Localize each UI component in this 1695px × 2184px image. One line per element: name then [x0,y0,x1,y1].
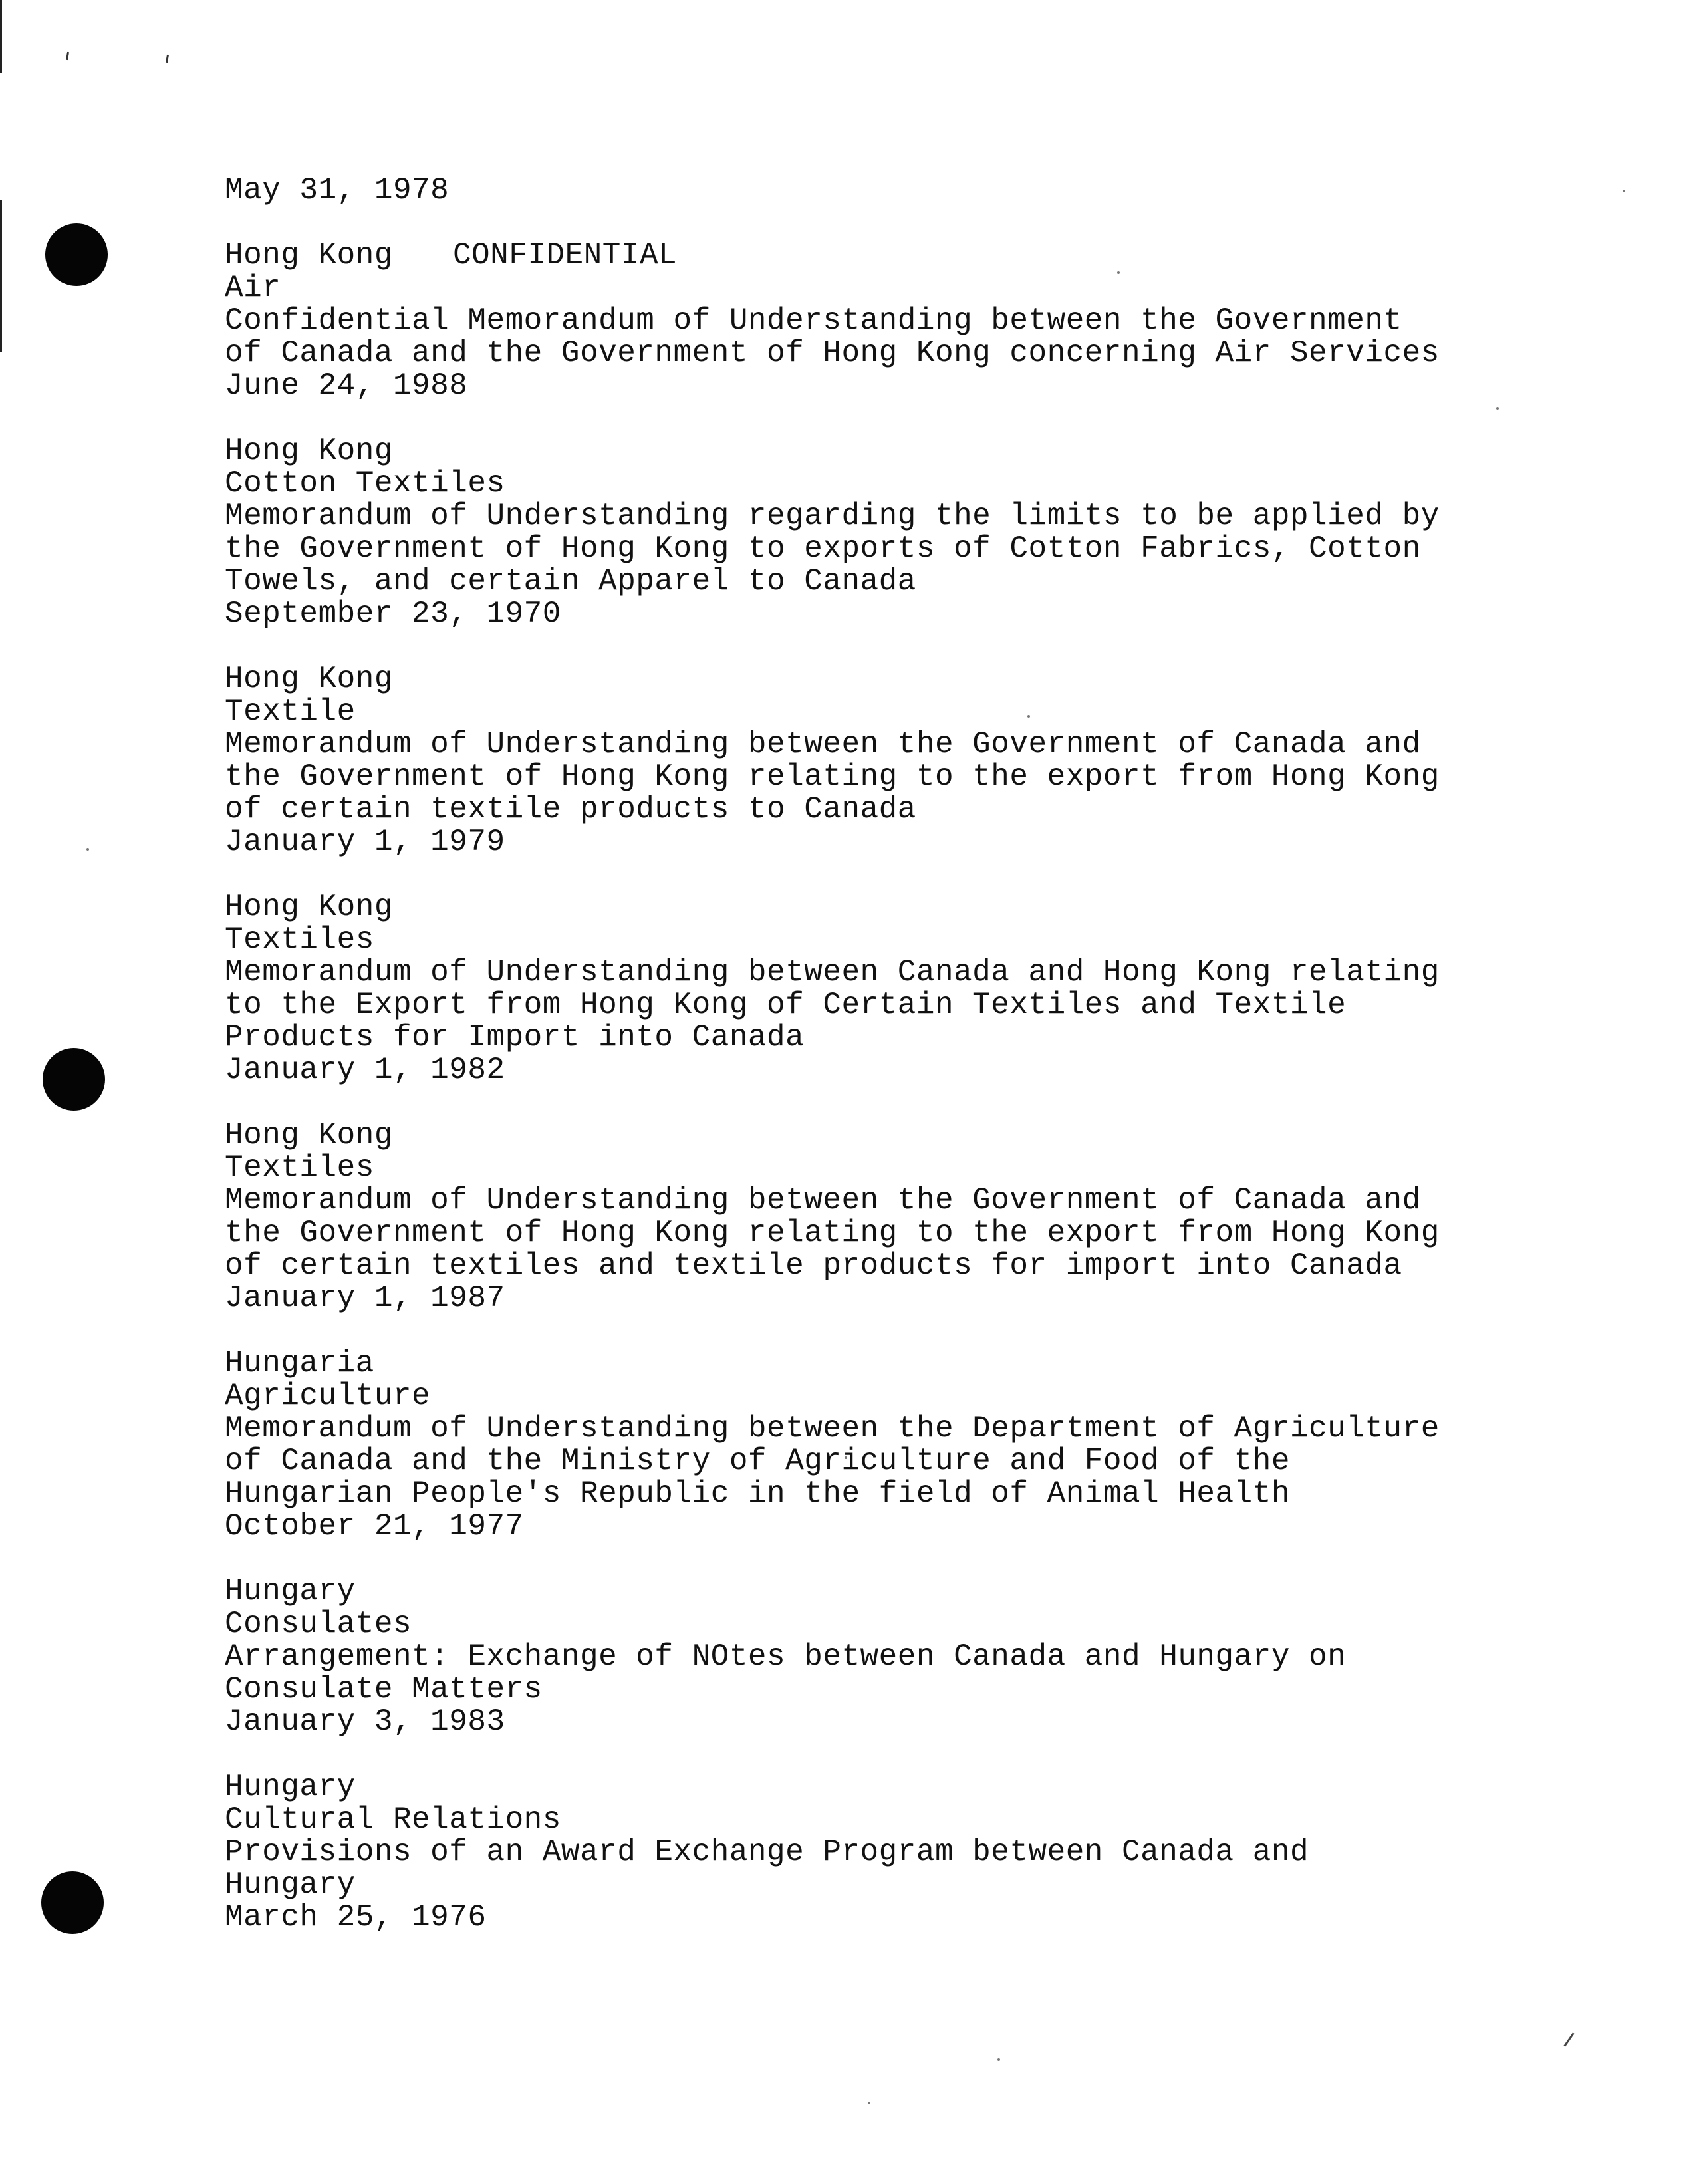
entry-title-line: of Canada and the Government of Hong Kong concerning Air Services [225,336,1440,370]
entry-subject: Textiles [225,1151,374,1185]
entry-title-line: Hungary [225,1867,356,1902]
entry-subject: Textile [225,694,356,729]
scan-mark [66,52,69,60]
treaty-entry [225,891,1555,1087]
classification-label: CONFIDENTIAL [452,238,678,273]
entry-title-line: Arrangement: Exchange of NOtes between Canada and Hungary on [225,1639,1347,1674]
entry-title-line: Products for Import into Canada [225,1020,805,1055]
entry-title-line: Memorandum of Understanding between the Department of Agriculture [225,1411,1440,1446]
entry-date: January 1, 1987 [225,1281,505,1315]
entry-title-line: the Government of Hong Kong relating to the export from Hong Kong [225,1216,1440,1250]
document-body [225,174,1555,1934]
treaty-entry [225,1575,1555,1738]
entry-title-line: Confidential Memorandum of Understanding between the Government [225,303,1402,338]
scan-speck [997,2058,1000,2061]
treaty-entry [225,1347,1555,1543]
entry-title-line: the Government of Hong Kong relating to the export from Hong Kong [225,759,1440,794]
entry-country: Hungary [225,1770,356,1804]
entry-subject: Cultural Relations [225,1802,561,1837]
entry-date: January 3, 1983 [225,1705,505,1739]
treaty-entry [225,663,1555,859]
entry-title-line: Consulate Matters [225,1672,543,1706]
scan-speck [86,848,89,851]
entry-country: Hong Kong [225,1118,393,1153]
scan-speck [868,2102,870,2104]
entry-title-line: Memorandum of Understanding between the Government of Canada and [225,1183,1421,1218]
entry-title-line: of certain textiles and textile products for import into Canada [225,1248,1402,1283]
entry-date: June 24, 1988 [225,368,468,403]
scan-speck [1623,190,1625,192]
entry-subject: Agriculture [225,1379,431,1413]
entry-title-line: Memorandum of Understanding regarding the limits to be applied by [225,499,1440,533]
entry-subject: Consulates [225,1607,412,1641]
pen-mark [1563,2032,1574,2046]
entry-title-line: Hungarian People's Republic in the field of Animal Health [225,1476,1290,1511]
entry-title-line: of Canada and the Ministry of Agriculture and Food of the [225,1444,1290,1478]
entry-country: Hong Kong [225,434,393,468]
punch-hole [45,223,108,286]
entry-subject: Air [225,271,281,305]
treaty-entry [225,239,1555,402]
treaty-entry [225,1771,1555,1934]
entry-title-line: Towels, and certain Apparel to Canada [225,564,916,599]
entry-subject: Cotton Textiles [225,466,505,501]
scan-mark [166,55,169,63]
header-date: May 31, 1978 [225,173,450,207]
entry-date: January 1, 1979 [225,825,505,859]
entry-date: October 21, 1977 [225,1509,524,1544]
entry-title-line: Provisions of an Award Exchange Program between Canada and [225,1835,1309,1869]
punch-hole [43,1048,105,1111]
entry-country: Hong Kong [225,662,393,696]
left-edge-line [0,200,2,352]
entry-title-line: to the Export from Hong Kong of Certain Textiles and Textile [225,988,1347,1022]
entry-country-line [225,239,1555,272]
entry-date: January 1, 1982 [225,1053,505,1087]
entry-country: Hong Kong [225,890,393,924]
entry-date: September 23, 1970 [225,597,561,631]
entry-title-line: Memorandum of Understanding between Canada and Hong Kong relating [225,955,1440,990]
entry-title-line: Memorandum of Understanding between the Government of Canada and [225,727,1421,761]
left-edge-line [0,0,2,73]
entry-title-line: the Government of Hong Kong to exports of Cotton Fabrics, Cotton [225,531,1421,566]
entry-country: Hong Kong [225,238,393,273]
entry-title-line: of certain textile products to Canada [225,792,916,827]
punch-hole [41,1871,104,1934]
treaty-entry [225,1119,1555,1315]
entry-country: Hungaria [225,1346,374,1381]
entry-country: Hungary [225,1574,356,1609]
treaty-entry [225,435,1555,630]
entry-date: March 25, 1976 [225,1900,487,1935]
entry-subject: Textiles [225,922,374,957]
